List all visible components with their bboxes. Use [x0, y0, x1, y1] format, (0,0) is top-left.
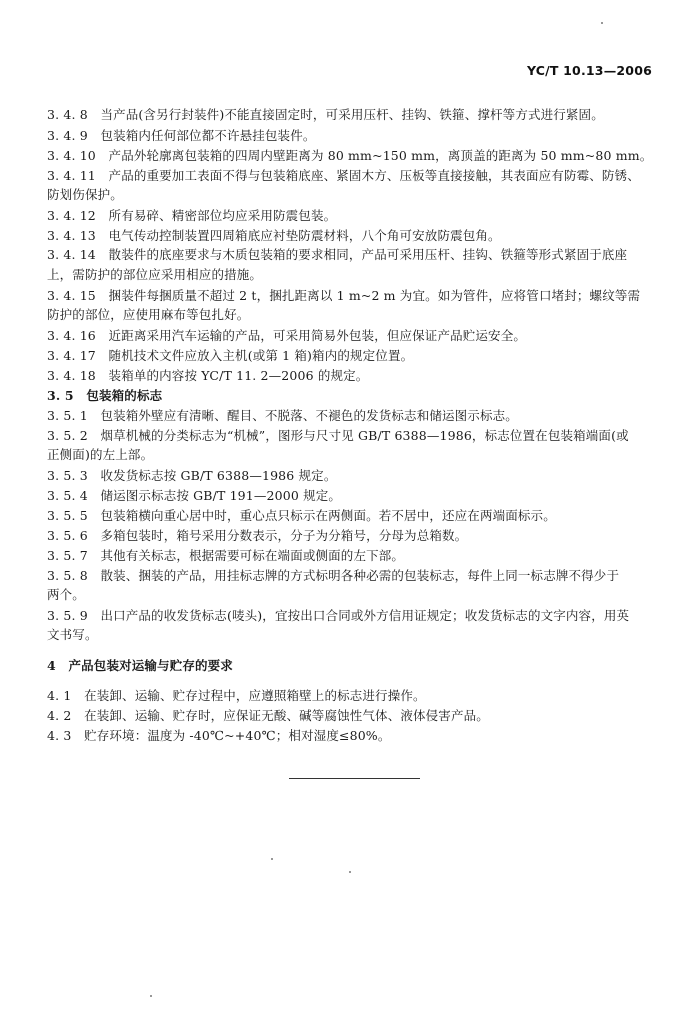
clause-3-5-4: 3. 5. 4 储运图示标志按 GB/T 191—2000 规定。 [47, 488, 342, 503]
clause-4-2: 4. 2 在装卸、运输、贮存时，应保证无酸、碱等腐蚀性气体、液体侵害产品。 [47, 708, 489, 723]
clause-3-5-7: 3. 5. 7 其他有关标志，根据需要可标在端面或侧面的左下部。 [47, 548, 405, 563]
document-id-header: YC/T 10.13—2006 [526, 63, 652, 78]
clause-3-5-2: 3. 5. 2 烟草机械的分类标志为“机械”，图形与尺寸见 GB/T 6388—1986，标志位置在包装箱端面(或 [47, 428, 629, 443]
clause-3-5-5: 3. 5. 5 包装箱横向重心居中时，重心点只标示在两侧面。若不居中，还应在两端面标示。 [47, 508, 556, 523]
clause-3-4-14: 3. 4. 14 散装件的底座要求与木质包装箱的要求相同，产品可采用压杆、挂钩、铁箍等形式紧固于底座 [47, 247, 628, 262]
clause-3-5-8: 3. 5. 8 散装、捆装的产品，用挂标志牌的方式标明各种必需的包装标志，每件上同一标志牌不得少于 [47, 568, 620, 583]
clause-3-4-16: 3. 4. 16 近距离采用汽车运输的产品，可采用简易外包装，但应保证产品贮运安全。 [47, 328, 527, 343]
clause-3-4-11-cont: 防划伤保护。 [47, 187, 123, 202]
clause-3-4-15: 3. 4. 15 捆装件每捆质量不超过 2 t，捆扎距离以 1 m~2 m 为宜。如为管件，应将管口堵封；螺纹等需 [47, 288, 641, 303]
clause-3-4-13: 3. 4. 13 电气传动控制装置四周箱底应衬垫防震材料，八个角可安放防震包角。 [47, 228, 501, 243]
section-3-5-heading: 3. 5 包装箱的标志 [47, 388, 163, 403]
clause-4-1: 4. 1 在装卸、运输、贮存过程中，应遵照箱壁上的标志进行操作。 [47, 688, 426, 703]
clause-3-5-9: 3. 5. 9 出口产品的收发货标志(唛头)，宜按出口合同或外方信用证规定；收发货标志的文字内容，用英 [47, 608, 630, 623]
scan-speck [150, 995, 152, 997]
clause-3-5-2-cont: 正侧面)的左上部。 [47, 447, 154, 462]
clause-3-4-17: 3. 4. 17 随机技术文件应放入主机(或第 1 箱)箱内的规定位置。 [47, 348, 414, 363]
clause-3-4-9: 3. 4. 9 包装箱内任何部位都不许悬挂包装件。 [47, 128, 316, 143]
end-rule [289, 778, 420, 779]
scan-speck [271, 858, 273, 860]
clause-3-4-11: 3. 4. 11 产品的重要加工表面不得与包装箱底座、紧固木方、压板等直接接触，其表面应有防霉、防锈、 [47, 168, 640, 183]
scan-speck [349, 871, 351, 873]
clause-3-5-3: 3. 5. 3 收发货标志按 GB/T 6388—1986 规定。 [47, 468, 337, 483]
clause-3-4-10: 3. 4. 10 产品外轮廓离包装箱的四周内壁距离为 80 mm~150 mm，离顶盖的距离为 50 mm~80 mm。 [47, 148, 653, 163]
scan-speck [601, 22, 603, 24]
clause-3-4-18: 3. 4. 18 装箱单的内容按 YC/T 11. 2—2006 的规定。 [47, 368, 369, 383]
clause-3-4-15-cont: 防护的部位，应使用麻布等包扎好。 [47, 307, 250, 322]
clause-3-4-8: 3. 4. 8 当产品(含另行封装件)不能直接固定时，可采用压杆、挂钩、铁箍、撑杆等方式进行紧固。 [47, 107, 604, 122]
clause-3-5-1: 3. 5. 1 包装箱外壁应有清晰、醒目、不脱落、不褪色的发货标志和储运图示标志。 [47, 408, 518, 423]
clause-3-5-6: 3. 5. 6 多箱包装时，箱号采用分数表示，分子为分箱号，分母为总箱数。 [47, 528, 468, 543]
clause-3-4-12: 3. 4. 12 所有易碎、精密部位均应采用防震包装。 [47, 208, 337, 223]
clause-3-5-8-cont: 两个。 [47, 587, 85, 602]
clause-4-3: 4. 3 贮存环境：温度为 -40℃~+40℃；相对湿度≤80%。 [47, 728, 391, 743]
section-4-heading: 4 产品包装对运输与贮存的要求 [47, 658, 233, 673]
clause-3-5-9-cont: 文书写。 [47, 627, 98, 642]
clause-3-4-14-cont: 上，需防护的部位应采用相应的措施。 [47, 267, 263, 282]
